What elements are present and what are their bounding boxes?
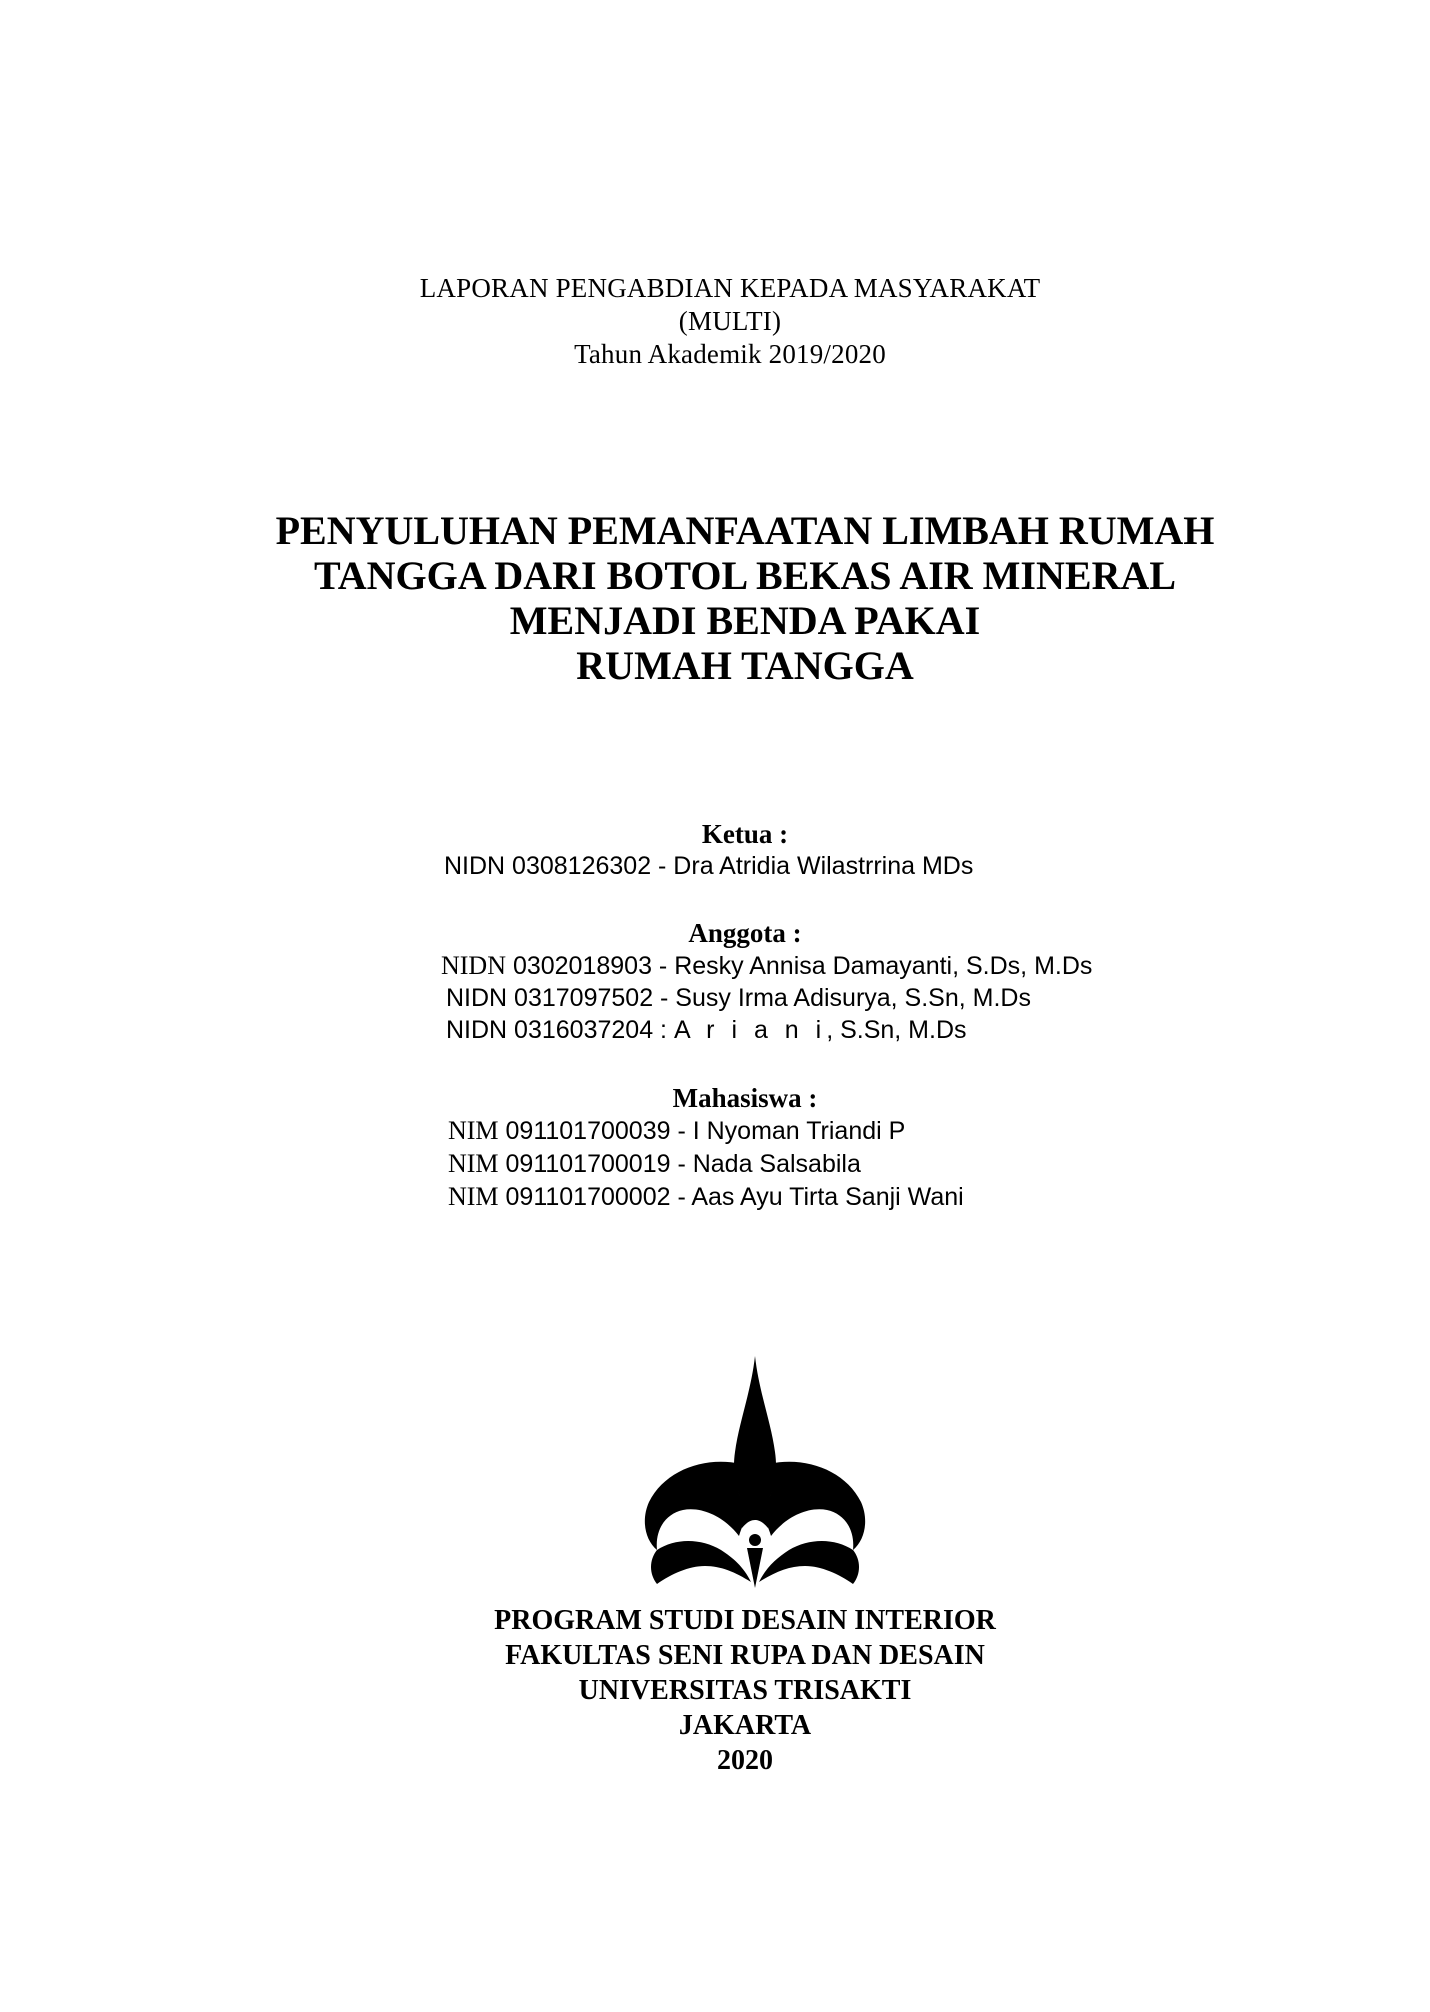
member-detail: 0316037204 : xyxy=(507,1016,674,1044)
id-prefix: NIM xyxy=(448,1182,499,1211)
universitas-trisakti-emblem-icon xyxy=(635,1352,875,1592)
id-prefix: NIM xyxy=(448,1149,499,1178)
document-title xyxy=(0,508,1430,688)
academic-year: Tahun Akademik 2019/2020 xyxy=(574,339,886,369)
report-type: LAPORAN PENGABDIAN KEPADA MASYARAKAT xyxy=(419,273,1041,303)
member-detail: 0317097502 - Susy Irma Adisurya, S.Sn, M.Ds xyxy=(507,984,1031,1012)
university: UNIVERSITAS TRISAKTI xyxy=(578,1675,912,1706)
member-name-spaced: A r i a n i xyxy=(673,1016,827,1044)
mahasiswa-entry xyxy=(448,1115,905,1148)
anggota-entry xyxy=(446,982,1031,1015)
anggota-entry xyxy=(441,950,1092,983)
title-line: MENJADI BENDA PAKAI xyxy=(509,598,981,643)
year: 2020 xyxy=(717,1745,773,1776)
ketua-entry: NIDN 0308126302 - Dra Atridia Wilastrrina MDs xyxy=(444,852,974,880)
institution-block xyxy=(0,1603,1430,1778)
anggota-label: Anggota : xyxy=(688,918,802,948)
mahasiswa-label: Mahasiswa : xyxy=(672,1083,818,1113)
study-program: PROGRAM STUDI DESAIN INTERIOR xyxy=(494,1605,996,1636)
title-line: PENYULUHAN PEMANFAATAN LIMBAH RUMAH xyxy=(275,508,1215,553)
mahasiswa-entry xyxy=(448,1181,964,1214)
student-detail: 091101700002 - Aas Ayu Tirta Sanji Wani xyxy=(498,1183,964,1211)
report-scheme: (MULTI) xyxy=(678,306,782,336)
id-prefix: NIDN xyxy=(441,951,506,980)
anggota-entry xyxy=(446,1014,967,1047)
faculty: FAKULTAS SENI RUPA DAN DESAIN xyxy=(505,1640,985,1671)
id-prefix: NIM xyxy=(448,1116,499,1145)
id-prefix: NIDN xyxy=(446,1016,508,1044)
report-header xyxy=(0,272,1430,371)
member-detail: 0302018903 - Resky Annisa Damayanti, S.Ds, M.Ds xyxy=(506,952,1093,980)
id-prefix: NIDN xyxy=(446,984,508,1012)
member-degree: , S.Sn, M.Ds xyxy=(826,1016,967,1044)
title-line: TANGGA DARI BOTOL BEKAS AIR MINERAL xyxy=(313,553,1177,598)
student-detail: 091101700039 - I Nyoman Triandi P xyxy=(498,1117,906,1145)
mahasiswa-entry xyxy=(448,1148,861,1181)
ketua-label: Ketua : xyxy=(701,819,789,849)
student-detail: 091101700019 - Nada Salsabila xyxy=(498,1150,861,1178)
city: JAKARTA xyxy=(678,1710,812,1741)
title-line: RUMAH TANGGA xyxy=(576,643,914,688)
